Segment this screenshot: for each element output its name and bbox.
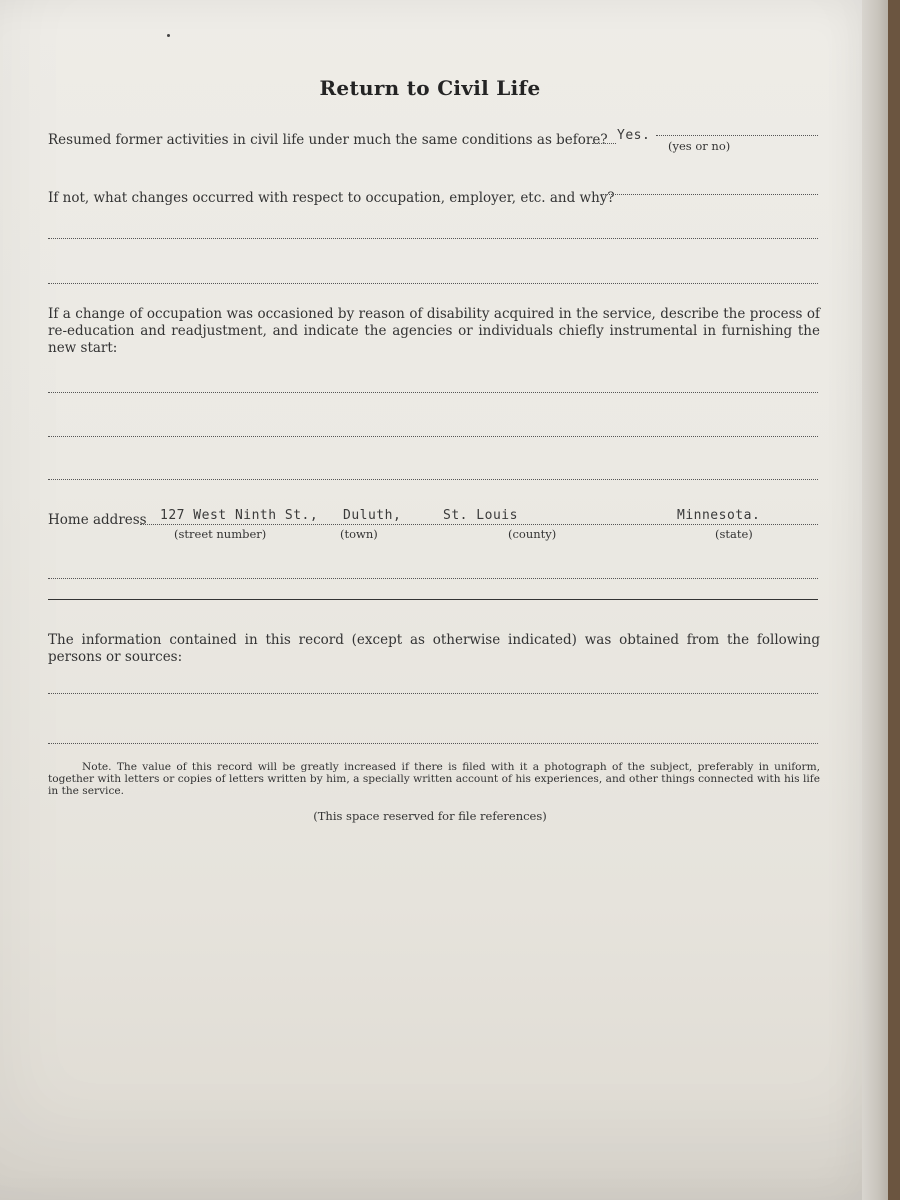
form-title: Return to Civil Life <box>319 76 541 100</box>
home-address-label: Home address <box>48 512 147 528</box>
home-county: St. Louis <box>443 508 518 523</box>
county-caption: (county) <box>508 527 557 541</box>
resumed-question: Resumed former activities in civil life under much the same conditions as before? <box>48 132 608 148</box>
changes-line-2 <box>48 238 818 239</box>
changes-line-1 <box>601 194 818 195</box>
home-address-line <box>140 524 818 525</box>
section-rule <box>48 599 818 600</box>
home-street: 127 West Ninth St., <box>160 508 319 523</box>
answer-line <box>656 135 818 136</box>
sources-line-2 <box>48 743 818 744</box>
disability-line-3 <box>48 479 818 480</box>
note-text: The value of this record will be greatly increased if there is filed with it a photograph of the subject, preferably in uniform, together with letters or copies of letters written by him, a specially written account of his experiences, and other things connected with his life in the service. <box>48 761 820 797</box>
changes-line-3 <box>48 283 818 284</box>
note-paragraph <box>48 761 820 797</box>
disability-line-2 <box>48 436 818 437</box>
file-reference-caption: (This space reserved for file references) <box>313 809 547 823</box>
street-caption: (street number) <box>174 527 267 541</box>
page-edge <box>862 0 888 1200</box>
resumed-answer: Yes. <box>617 128 651 143</box>
disability-question: If a change of occupation was occasioned by reason of disability acquired in the service, describe the process of re-education and readjustment, and indicate the agencies or individuals chiefly instrumental in furnishing the new start: <box>48 306 820 356</box>
home-town: Duluth, <box>343 508 402 523</box>
disability-line-1 <box>48 392 818 393</box>
changes-question: If not, what changes occurred with respect to occupation, employer, etc. and why? <box>48 190 615 206</box>
town-caption: (town) <box>340 527 378 541</box>
state-caption: (state) <box>715 527 753 541</box>
sources-question: The information contained in this record (except as otherwise indicated) was obtained from the following persons or sources: <box>48 632 820 665</box>
answer-dots <box>592 143 616 144</box>
yes-no-caption: (yes or no) <box>668 139 731 153</box>
home-state: Minnesota. <box>677 508 761 523</box>
note-label: Note. <box>82 761 112 773</box>
sources-line-1 <box>48 693 818 694</box>
address-extra-line <box>48 578 818 579</box>
print-mark <box>167 34 170 37</box>
